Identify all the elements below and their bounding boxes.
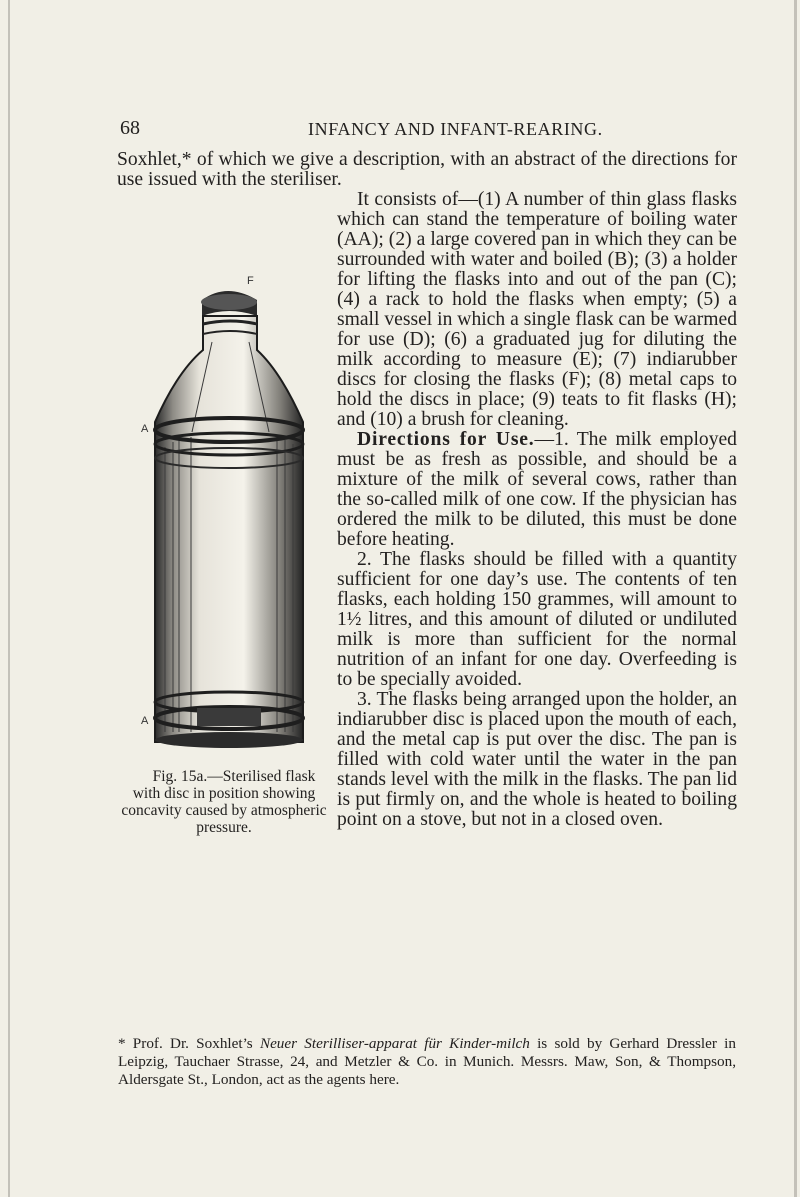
paragraph-1: Soxhlet,* of which we give a description, with an abstract of the directions for use issued with the steriliser. — [117, 149, 737, 190]
sterilised-flask-illustration — [117, 272, 331, 762]
page-edge-shadow — [794, 0, 797, 1197]
figure-15a — [117, 272, 331, 837]
directions-heading: Directions for Use. — [357, 429, 535, 450]
footnote-rest: is sold by Gerhard Dressler in Leipzig, Tauchaer Strasse, 24, and Metzler & Co. in Munich. Messrs. Maw, Son, & Thompson, Aldersgate St., London, act as the agents here. — [118, 1035, 736, 1088]
running-title: INFANCY AND INFANT-REARING. — [308, 119, 603, 139]
paragraph-4: 2. The flasks should be filled with a quantity sufficient for one day’s use. The contents of ten flasks, each holding 150 grammes, will amount to 1½ litres, and this amount of diluted or undiluted milk is more than sufficient for the normal nutrition of an infant for one day. Overfeeding is to be specially avoided. — [337, 549, 737, 690]
page-number: 68 — [120, 117, 140, 139]
paragraph-3-text: —1. The milk employed must be as fresh as possible, and should be a mixture of the milk of several cows, rather than the so-called milk of one cow. If the physician has ordered the milk to be diluted, this must be done before heating. — [337, 429, 737, 550]
page-edge-line — [8, 0, 10, 1197]
body-text — [117, 150, 737, 837]
footnote-title: Neuer Sterilliser-apparat für Kinder-milch — [259, 1035, 530, 1052]
label-f: F — [247, 275, 254, 287]
page-header — [120, 117, 730, 141]
footnote — [118, 1035, 736, 1089]
label-a-top: A — [141, 423, 149, 435]
footnote-lead: * Prof. Dr. Soxhlet’s — [118, 1035, 260, 1052]
figure-caption: Fig. 15a.—Sterilised flask with disc in position showing concavity caused by atmospheric pressure. — [121, 768, 327, 836]
paragraph-2-text: It consists of—(1) A number of thin glass flasks which can stand the temperature of boiling water (AA); (2) a large covered pan in which they can be surrounded with water and boiled (B); (3) a holder for lifting the flasks into and out of the pan (C); (4) a rack to hold the flasks when empty; (5) a small vessel in which a single flask can be warmed for use (D); (6) a graduated jug for diluting the milk according to measure (E); (7) indiarubber discs for closing the flasks (F); (8) metal caps to hold the discs in place; (9) teats to fit flasks (H); and (10) a brush for cleaning. — [337, 189, 737, 430]
paragraph-5: 3. The flasks being arranged upon the holder, an indiarubber disc is placed upon the mouth of each, and the metal cap is put over the disc. The pan is filled with cold water until the water in the pan stands level with the milk in the flasks. The pan lid is put firmly on, and the whole is heated to boiling point on a stove, but not in a closed oven. — [337, 689, 737, 830]
label-a-bottom: A — [141, 715, 149, 727]
